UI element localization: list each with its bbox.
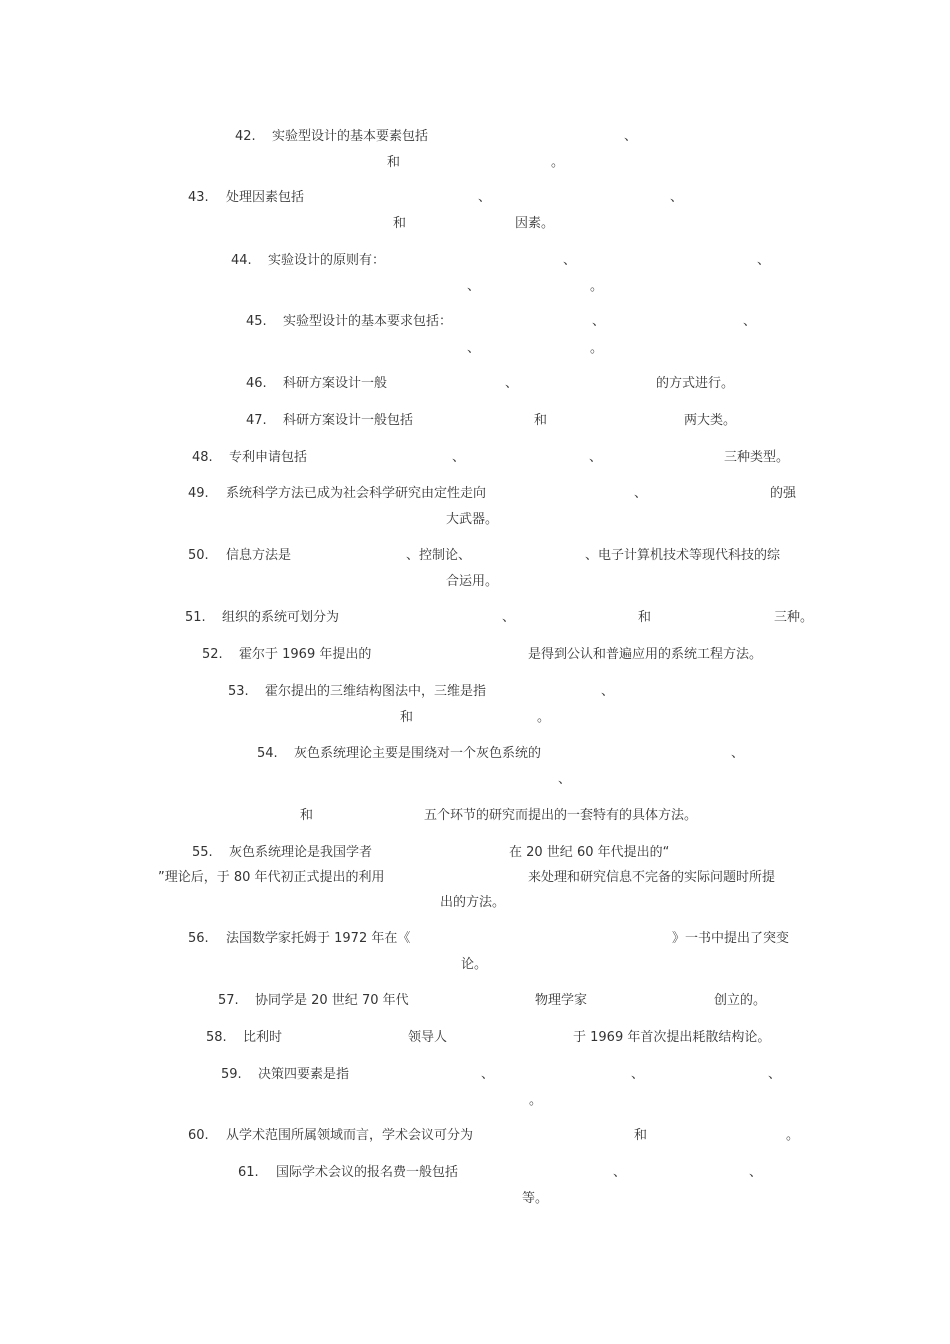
question-text: 五个环节的研究而提出的一套特有的具体方法。	[424, 808, 698, 823]
question-number: 48.	[192, 450, 213, 465]
question-text: 。	[529, 1093, 543, 1108]
question-text: 、	[558, 772, 572, 787]
question-text: 和	[638, 610, 652, 625]
question-number: 46.	[246, 376, 267, 391]
question-text: 。	[590, 279, 604, 294]
question-text: 从学术范围所属领域而言，学术会议可分为	[226, 1128, 474, 1143]
question-text: 、	[624, 129, 638, 144]
question-text: 、	[631, 1067, 645, 1082]
question-text: 大武器。	[446, 512, 499, 527]
question-text: 决策四要素是指	[258, 1067, 350, 1082]
question-text: 科研方案设计一般包括	[283, 413, 414, 428]
question-text: 国际学术会议的报名费一般包括	[276, 1165, 459, 1180]
question-text: 、	[634, 486, 648, 501]
question-text: 、	[563, 253, 577, 268]
question-text: 、	[505, 376, 519, 391]
question-text: 三种。	[774, 610, 814, 625]
question-text: 物理学家	[535, 993, 588, 1008]
question-text: 三种类型。	[724, 450, 790, 465]
question-text: 和	[400, 710, 414, 725]
question-text: ”理论后，于 80 年代初正式提出的利用	[158, 870, 385, 885]
question-text: 。	[537, 710, 551, 725]
question-text: 灰色系统理论主要是围绕对一个灰色系统的	[294, 746, 542, 761]
question-number: 45.	[246, 314, 267, 329]
question-text: 、电子计算机技术等现代科技的综	[585, 548, 781, 563]
question-text: 、	[613, 1165, 627, 1180]
question-text: 。	[551, 155, 565, 170]
question-text: 、	[467, 279, 481, 294]
question-text: 创立的。	[714, 993, 767, 1008]
question-text: 、	[601, 684, 615, 699]
question-text: 和	[634, 1128, 648, 1143]
question-text: 协同学是 20 世纪 70 年代	[255, 993, 409, 1008]
question-text: 、	[481, 1067, 495, 1082]
question-number: 59.	[221, 1067, 242, 1082]
question-text: 比利时	[243, 1030, 283, 1045]
question-text: 灰色系统理论是我国学者	[229, 845, 373, 860]
question-text: 来处理和研究信息不完备的实际问题时所提	[528, 870, 776, 885]
question-text: 科研方案设计一般	[283, 376, 388, 391]
question-text: 、	[670, 190, 684, 205]
question-text: 、	[768, 1067, 782, 1082]
question-number: 51.	[185, 610, 206, 625]
question-text: 合运用。	[446, 574, 499, 589]
question-text: 、	[589, 450, 603, 465]
question-text: 、	[592, 314, 606, 329]
question-number: 50.	[188, 548, 209, 563]
question-text: 、控制论、	[406, 548, 472, 563]
question-text: 、	[502, 610, 516, 625]
question-text: 和	[393, 216, 407, 231]
question-text: 》一书中提出了突变	[672, 931, 790, 946]
question-number: 61.	[238, 1165, 259, 1180]
question-number: 55.	[192, 845, 213, 860]
question-text: 霍尔于 1969 年提出的	[239, 647, 372, 662]
question-text: 、	[731, 746, 745, 761]
question-text: 、	[452, 450, 466, 465]
question-text: 霍尔提出的三维结构图法中，三维是指	[265, 684, 487, 699]
question-text: 两大类。	[684, 413, 737, 428]
question-text: 等。	[522, 1191, 549, 1206]
question-number: 57.	[218, 993, 239, 1008]
question-text: 、	[757, 253, 771, 268]
question-number: 42.	[235, 129, 256, 144]
question-number: 44.	[231, 253, 252, 268]
question-number: 54.	[257, 746, 278, 761]
question-text: 系统科学方法已成为社会科学研究由定性走向	[226, 486, 487, 501]
question-text: 和	[300, 808, 314, 823]
question-text: 出的方法。	[440, 895, 506, 910]
question-text: 实验型设计的基本要求包括：	[283, 314, 453, 329]
question-text: 、	[743, 314, 757, 329]
question-text: 是得到公认和普遍应用的系统工程方法。	[528, 647, 763, 662]
question-text: 的方式进行。	[656, 376, 735, 391]
question-text: 因素。	[515, 216, 555, 231]
question-text: 处理因素包括	[226, 190, 305, 205]
question-text: 论。	[461, 957, 488, 972]
question-text: 组织的系统可划分为	[222, 610, 340, 625]
question-text: 专利申请包括	[229, 450, 308, 465]
question-number: 60.	[188, 1128, 209, 1143]
question-text: 于 1969 年首次提出耗散结构论。	[573, 1030, 771, 1045]
question-text: 和	[387, 155, 401, 170]
question-number: 53.	[228, 684, 249, 699]
question-text: 、	[478, 190, 492, 205]
question-number: 58.	[206, 1030, 227, 1045]
question-number: 47.	[246, 413, 267, 428]
question-text: 和	[534, 413, 548, 428]
question-text: 领导人	[408, 1030, 448, 1045]
question-text: 实验设计的原则有：	[268, 253, 386, 268]
question-text: 、	[467, 341, 481, 356]
question-text: 的强	[770, 486, 797, 501]
question-number: 52.	[202, 647, 223, 662]
question-text: 法国数学家托姆于 1972 年在《	[226, 931, 411, 946]
question-text: 信息方法是	[226, 548, 292, 563]
question-text: 。	[786, 1128, 800, 1143]
question-text: 、	[749, 1165, 763, 1180]
question-text: 。	[590, 341, 604, 356]
question-text: 在 20 世纪 60 年代提出的“	[509, 845, 670, 860]
question-number: 43.	[188, 190, 209, 205]
question-number: 56.	[188, 931, 209, 946]
question-text: 实验型设计的基本要素包括	[272, 129, 429, 144]
question-number: 49.	[188, 486, 209, 501]
